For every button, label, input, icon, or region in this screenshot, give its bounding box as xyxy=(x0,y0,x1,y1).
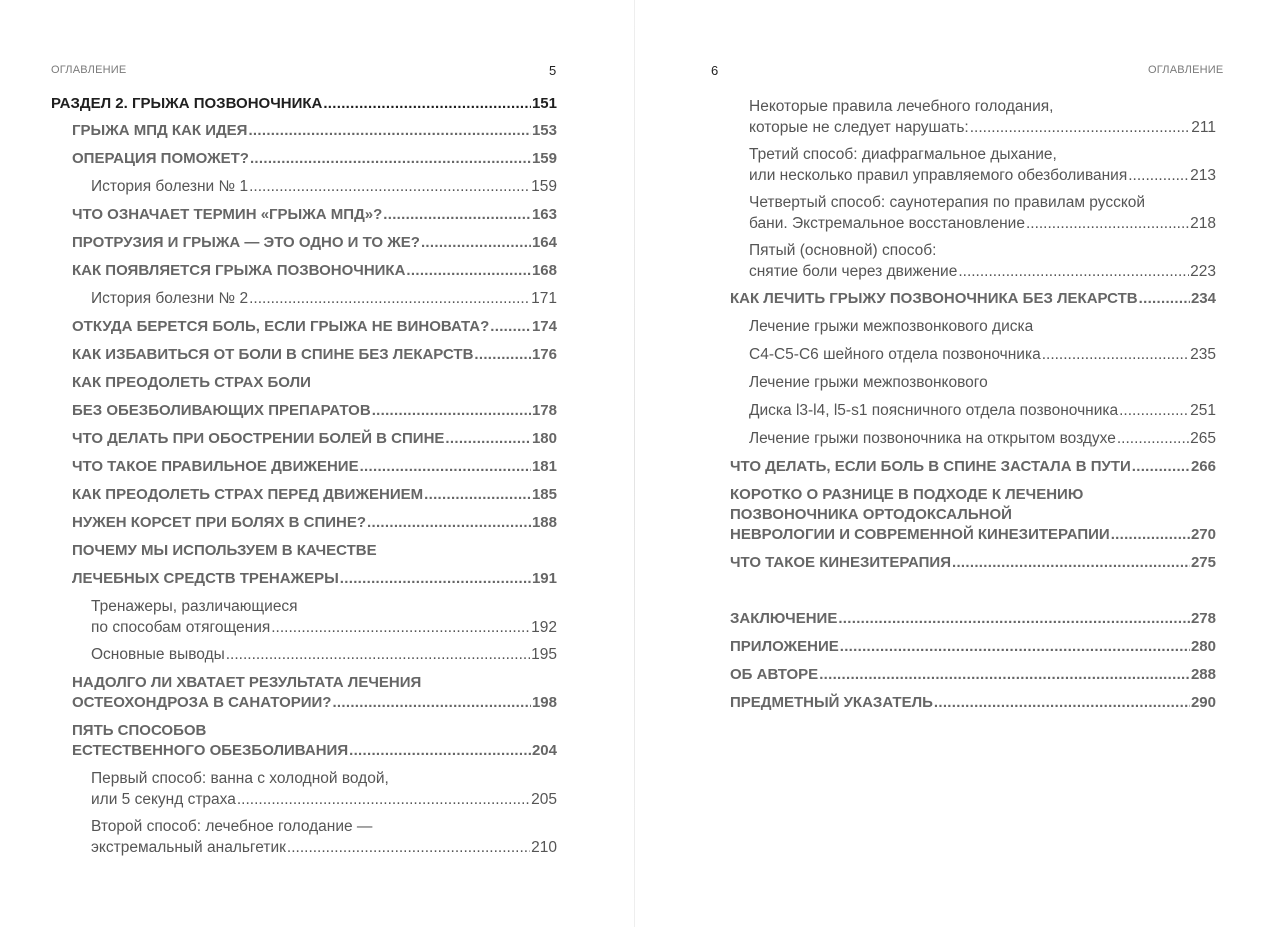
toc-entry-line xyxy=(749,341,1216,369)
dot-leader xyxy=(1026,213,1189,234)
toc-entry-title: ЧТО ТАКОЕ КИНЕЗИТЕРАПИЯ xyxy=(730,554,951,571)
toc-page-number: 178 xyxy=(531,402,557,419)
dot-leader xyxy=(1128,165,1189,186)
toc-entry-title: ГРЫЖА МПД КАК ИДЕЯ xyxy=(72,122,248,139)
toc-entry-line xyxy=(730,549,1216,577)
toc-entry-line xyxy=(72,565,557,593)
toc-entry-title: ЛЕЧЕБНЫХ СРЕДСТВ ТРЕНАЖЕРЫ xyxy=(72,570,339,587)
toc-entry-line xyxy=(749,213,1216,234)
toc-entry-line xyxy=(72,673,557,693)
toc-entry-line xyxy=(730,525,1216,545)
toc-entry-title: Диска l3-l4, l5-s1 поясничного отдела позвоночника xyxy=(749,402,1119,419)
dot-leader xyxy=(332,693,531,713)
dot-leader xyxy=(970,117,1191,138)
toc-entry-line xyxy=(91,789,557,810)
toc-entry-title: ПРИЛОЖЕНИЕ xyxy=(730,638,839,655)
toc-entry-title: Лечение грыжи межпозвонкового диска xyxy=(749,318,1034,335)
toc-entry-line xyxy=(72,313,557,341)
toc-entry-line xyxy=(91,173,557,201)
toc-entry-title: ОСТЕОХОНДРОЗА В САНАТОРИИ? xyxy=(72,694,332,711)
toc-page-number: 171 xyxy=(531,290,557,307)
toc-entry-line xyxy=(72,117,557,145)
dot-leader xyxy=(372,397,531,425)
toc-entry-title: КАК ПРЕОДОЛЕТЬ СТРАХ ПЕРЕД ДВИЖЕНИЕМ xyxy=(72,486,424,503)
dot-leader xyxy=(1119,397,1189,425)
toc-entry-title: НЕВРОЛОГИИ И СОВРЕМЕННОЙ КИНЕЗИТЕРАПИИ xyxy=(730,526,1110,543)
toc-entry-title: История болезни № 2 xyxy=(91,290,249,307)
toc-chapter-entry[interactable] xyxy=(51,201,557,229)
toc-entry-title: НУЖЕН КОРСЕТ ПРИ БОЛЯХ В СПИНЕ? xyxy=(72,514,367,531)
toc-page-number: 266 xyxy=(1190,458,1216,475)
toc-chapter-entry[interactable] xyxy=(51,369,557,397)
toc-page-number: 278 xyxy=(1190,610,1216,627)
dot-leader xyxy=(445,425,531,453)
toc-chapter-entry[interactable] xyxy=(51,537,557,565)
toc-entry-line xyxy=(51,95,557,112)
toc-entry-title: КАК ИЗБАВИТЬСЯ ОТ БОЛИ В СПИНЕ БЕЗ ЛЕКАРСТВ xyxy=(72,346,474,363)
toc-entry-title: Лечение грыжи межпозвонкового xyxy=(749,374,988,391)
dot-leader xyxy=(1042,341,1189,369)
toc-entry-line xyxy=(749,369,1216,397)
toc-chapter-entry[interactable] xyxy=(51,565,557,593)
toc-entry-title: Третий способ: диафрагмальное дыхание, xyxy=(749,146,1057,163)
toc-chapter-entry[interactable] xyxy=(730,481,1216,549)
toc-page-number: 174 xyxy=(531,318,557,335)
dot-leader xyxy=(934,689,1190,717)
toc-entry-line xyxy=(72,741,557,761)
toc-page-number: 288 xyxy=(1190,666,1216,683)
toc-subentry[interactable] xyxy=(730,93,1216,141)
toc-chapter-entry[interactable] xyxy=(51,481,557,509)
toc-page-number: 180 xyxy=(531,430,557,447)
dot-leader xyxy=(249,285,530,313)
toc-entry-title: РАЗДЕЛ 2. ГРЫЖА ПОЗВОНОЧНИКА xyxy=(51,95,323,112)
toc-entry-title: ЗАКЛЮЧЕНИЕ xyxy=(730,610,838,627)
dot-leader xyxy=(958,261,1189,282)
toc-entry-title: ПЯТЬ СПОСОБОВ xyxy=(72,722,207,739)
toc-entry-title: бани. Экстремальное восстановление xyxy=(749,215,1025,232)
dot-leader xyxy=(1117,425,1189,453)
toc-page-number: 159 xyxy=(531,178,557,195)
left-page xyxy=(0,0,634,927)
toc-page-number: 164 xyxy=(531,234,557,251)
running-head: ОГЛАВЛЕНИЕ xyxy=(1148,64,1224,76)
toc-chapter-entry[interactable] xyxy=(730,549,1216,577)
toc-entry-title: История болезни № 1 xyxy=(91,178,249,195)
toc-entry-line xyxy=(91,596,557,617)
toc-entry-line xyxy=(72,341,557,369)
toc-entry-line xyxy=(72,721,557,741)
dot-leader xyxy=(349,741,531,761)
toc-entry-line xyxy=(730,689,1216,717)
toc-page-number: 153 xyxy=(531,122,557,139)
dot-leader xyxy=(250,145,531,173)
dot-leader xyxy=(421,229,531,257)
toc-page-number: 192 xyxy=(531,619,557,636)
toc-entry-title: ЧТО ДЕЛАТЬ, ЕСЛИ БОЛЬ В СПИНЕ ЗАСТАЛА В ПУТИ xyxy=(730,458,1131,475)
toc-subentry[interactable] xyxy=(730,313,1216,341)
toc-page-number: 191 xyxy=(531,570,557,587)
toc-page-number: 275 xyxy=(1190,554,1216,571)
toc-entry-title: ПРЕДМЕТНЫЙ УКАЗАТЕЛЬ xyxy=(730,694,933,711)
dot-leader xyxy=(287,837,530,858)
toc-page-number: 234 xyxy=(1190,290,1216,307)
toc-entry-title: ЧТО ДЕЛАТЬ ПРИ ОБОСТРЕНИИ БОЛЕЙ В СПИНЕ xyxy=(72,430,445,447)
toc-subentry[interactable] xyxy=(730,341,1216,369)
toc-subentry[interactable] xyxy=(730,237,1216,285)
toc-chapter-entry[interactable] xyxy=(730,661,1216,689)
toc-entry-line xyxy=(72,397,557,425)
dot-leader xyxy=(323,95,531,112)
toc-entry-title: ЕСТЕСТВЕННОГО ОБЕЗБОЛИВАНИЯ xyxy=(72,742,349,759)
toc-chapter-entry[interactable] xyxy=(51,229,557,257)
toc-entry-title: по способам отягощения xyxy=(91,619,271,636)
toc-entry-title: ЧТО ОЗНАЧАЕТ ТЕРМИН «ГРЫЖА МПД»? xyxy=(72,206,383,223)
toc-subentry[interactable] xyxy=(51,813,557,861)
toc-entry-title: ПРОТРУЗИЯ И ГРЫЖА — ЭТО ОДНО И ТО ЖЕ? xyxy=(72,234,420,251)
dot-leader xyxy=(237,789,530,810)
toc-chapter-entry[interactable] xyxy=(51,257,557,285)
dot-leader xyxy=(490,313,531,341)
toc-entry-line xyxy=(749,397,1216,425)
toc-section-heading[interactable] xyxy=(51,93,557,117)
toc-entry-line xyxy=(91,617,557,638)
toc-chapter-entry[interactable] xyxy=(51,509,557,537)
toc-entry-line xyxy=(72,453,557,481)
toc-page-number: 176 xyxy=(531,346,557,363)
toc-subentry[interactable] xyxy=(730,369,1216,397)
toc-chapter-entry[interactable] xyxy=(51,117,557,145)
toc-entry-title: ПОЗВОНОЧНИКА ОРТОДОКСАЛЬНОЙ xyxy=(730,506,1012,523)
toc-spacer xyxy=(730,577,1216,605)
toc-subentry[interactable] xyxy=(730,189,1216,237)
toc-entry-line xyxy=(72,229,557,257)
toc-chapter-entry[interactable] xyxy=(51,341,557,369)
dot-leader xyxy=(248,117,531,145)
table-of-contents xyxy=(730,93,1216,717)
toc-page-number: 181 xyxy=(531,458,557,475)
toc-entry-line xyxy=(749,240,1216,261)
toc-entry-title: ОПЕРАЦИЯ ПОМОЖЕТ? xyxy=(72,150,249,167)
toc-chapter-entry[interactable] xyxy=(51,397,557,425)
toc-chapter-entry[interactable] xyxy=(51,145,557,173)
dot-leader xyxy=(840,633,1190,661)
dot-leader xyxy=(226,641,530,669)
toc-page-number: 168 xyxy=(531,262,557,279)
toc-chapter-entry[interactable] xyxy=(51,717,557,765)
toc-page-number: 251 xyxy=(1190,402,1216,419)
toc-subentry[interactable] xyxy=(51,285,557,313)
toc-entry-title: С4-С5-С6 шейного отдела позвоночника xyxy=(749,346,1041,363)
toc-page-number: 223 xyxy=(1190,263,1216,280)
toc-entry-line xyxy=(72,145,557,173)
toc-entry-title: которые не следует нарушать: xyxy=(749,119,969,136)
toc-entry-line xyxy=(730,285,1216,313)
toc-subentry[interactable] xyxy=(51,765,557,813)
toc-chapter-entry[interactable] xyxy=(51,425,557,453)
toc-page-number: 198 xyxy=(531,694,557,711)
toc-entry-line xyxy=(749,313,1216,341)
toc-page-number: 159 xyxy=(531,150,557,167)
dot-leader xyxy=(406,257,531,285)
right-page xyxy=(636,0,1271,927)
toc-entry-title: Второй способ: лечебное голодание — xyxy=(91,818,373,835)
toc-entry-line xyxy=(72,481,557,509)
toc-entry-line xyxy=(91,285,557,313)
toc-entry-title: ОТКУДА БЕРЕТСЯ БОЛЬ, ЕСЛИ ГРЫЖА НЕ ВИНОВАТА? xyxy=(72,318,490,335)
toc-page-number: 270 xyxy=(1190,526,1216,543)
toc-page-number: 265 xyxy=(1190,430,1216,447)
toc-entry-title: КАК ПРЕОДОЛЕТЬ СТРАХ БОЛИ xyxy=(72,374,311,391)
toc-entry-title: Тренажеры, различающиеся xyxy=(91,598,298,615)
toc-entry-line xyxy=(730,605,1216,633)
toc-entry-line xyxy=(72,537,557,565)
toc-entry-line xyxy=(749,144,1216,165)
toc-entry-title: ЧТО ТАКОЕ ПРАВИЛЬНОЕ ДВИЖЕНИЕ xyxy=(72,458,359,475)
toc-subentry[interactable] xyxy=(730,425,1216,453)
toc-entry-line xyxy=(749,192,1216,213)
page-number: 6 xyxy=(711,63,719,78)
toc-entry-title: снятие боли через движение xyxy=(749,263,958,280)
toc-page-number: 151 xyxy=(531,95,557,112)
toc-page-number: 213 xyxy=(1190,167,1216,184)
toc-entry-title: ОБ АВТОРЕ xyxy=(730,666,819,683)
toc-subentry[interactable] xyxy=(730,397,1216,425)
toc-entry-line xyxy=(749,117,1216,138)
toc-chapter-entry[interactable] xyxy=(730,605,1216,633)
toc-entry-title: ПОЧЕМУ МЫ ИСПОЛЬЗУЕМ В КАЧЕСТВЕ xyxy=(72,542,377,559)
dot-leader xyxy=(819,661,1190,689)
toc-entry-line xyxy=(72,425,557,453)
toc-chapter-entry[interactable] xyxy=(51,669,557,717)
toc-entry-title: НАДОЛГО ЛИ ХВАТАЕТ РЕЗУЛЬТАТА ЛЕЧЕНИЯ xyxy=(72,674,422,691)
toc-chapter-entry[interactable] xyxy=(730,453,1216,481)
dot-leader xyxy=(424,481,531,509)
toc-entry-title: Основные выводы xyxy=(91,646,225,663)
toc-entry-title: Пятый (основной) способ: xyxy=(749,242,937,259)
toc-entry-title: или 5 секунд страха xyxy=(91,791,236,808)
toc-page-number: 235 xyxy=(1190,346,1216,363)
toc-entry-title: Некоторые правила лечебного голодания, xyxy=(749,98,1054,115)
toc-entry-line xyxy=(749,96,1216,117)
dot-leader xyxy=(952,549,1190,577)
toc-page-number: 290 xyxy=(1190,694,1216,711)
dot-leader xyxy=(367,509,531,537)
toc-entry-line xyxy=(91,641,557,669)
toc-entry-line xyxy=(749,165,1216,186)
toc-entry-line xyxy=(730,505,1216,525)
toc-chapter-entry[interactable] xyxy=(730,689,1216,717)
dot-leader xyxy=(1132,453,1190,481)
toc-page-number: 195 xyxy=(531,646,557,663)
toc-entry-title: КАК ПОЯВЛЯЕТСЯ ГРЫЖА ПОЗВОНОЧНИКА xyxy=(72,262,406,279)
dot-leader xyxy=(271,617,530,638)
dot-leader xyxy=(340,565,531,593)
toc-entry-line xyxy=(91,816,557,837)
toc-entry-title: КАК ЛЕЧИТЬ ГРЫЖУ ПОЗВОНОЧНИКА БЕЗ ЛЕКАРСТВ xyxy=(730,290,1138,307)
toc-page-number: 185 xyxy=(531,486,557,503)
toc-entry-title: Лечение грыжи позвоночника на открытом воздухе xyxy=(749,430,1116,447)
dot-leader xyxy=(474,341,531,369)
dot-leader xyxy=(1139,285,1190,313)
toc-entry-title: Первый способ: ванна с холодной водой, xyxy=(91,770,389,787)
toc-entry-line xyxy=(72,369,557,397)
toc-page-number: 211 xyxy=(1191,119,1216,136)
toc-entry-line xyxy=(749,425,1216,453)
dot-leader xyxy=(1111,525,1190,545)
toc-entry-line xyxy=(72,257,557,285)
toc-entry-line xyxy=(730,485,1216,505)
toc-chapter-entry[interactable] xyxy=(51,313,557,341)
page-number: 5 xyxy=(549,63,557,78)
dot-leader xyxy=(383,201,531,229)
toc-subentry[interactable] xyxy=(51,173,557,201)
toc-entry-title: БЕЗ ОБЕЗБОЛИВАЮЩИХ ПРЕПАРАТОВ xyxy=(72,402,371,419)
gutter-divider xyxy=(634,0,635,927)
toc-subentry[interactable] xyxy=(51,641,557,669)
toc-chapter-entry[interactable] xyxy=(51,453,557,481)
toc-page-number: 280 xyxy=(1190,638,1216,655)
toc-entry-line xyxy=(730,661,1216,689)
toc-page-number: 163 xyxy=(531,206,557,223)
toc-entry-line xyxy=(730,453,1216,481)
toc-page-number: 204 xyxy=(531,742,557,759)
toc-page-number: 205 xyxy=(531,791,557,808)
toc-entry-line xyxy=(72,201,557,229)
dot-leader xyxy=(838,605,1190,633)
dot-leader xyxy=(360,453,531,481)
toc-entry-line xyxy=(72,693,557,713)
toc-subentry[interactable] xyxy=(730,141,1216,189)
toc-entry-line xyxy=(749,261,1216,282)
table-of-contents xyxy=(51,93,557,861)
toc-entry-title: экстремальный анальгетик xyxy=(91,839,286,856)
running-head: ОГЛАВЛЕНИЕ xyxy=(51,64,127,76)
toc-entry-title: или несколько правил управляемого обезболивания xyxy=(749,167,1128,184)
toc-entry-title: КОРОТКО О РАЗНИЦЕ В ПОДХОДЕ К ЛЕЧЕНИЮ xyxy=(730,486,1084,503)
toc-entry-line xyxy=(91,768,557,789)
toc-page-number: 210 xyxy=(531,839,557,856)
toc-chapter-entry[interactable] xyxy=(730,285,1216,313)
toc-entry-line xyxy=(730,633,1216,661)
dot-leader xyxy=(249,173,530,201)
toc-page-number: 188 xyxy=(531,514,557,531)
toc-entry-title: Четвертый способ: саунотерапия по правилам русской xyxy=(749,194,1146,211)
toc-entry-line xyxy=(91,837,557,858)
toc-subentry[interactable] xyxy=(51,593,557,641)
toc-chapter-entry[interactable] xyxy=(730,633,1216,661)
toc-entry-line xyxy=(72,509,557,537)
toc-page-number: 218 xyxy=(1190,215,1216,232)
